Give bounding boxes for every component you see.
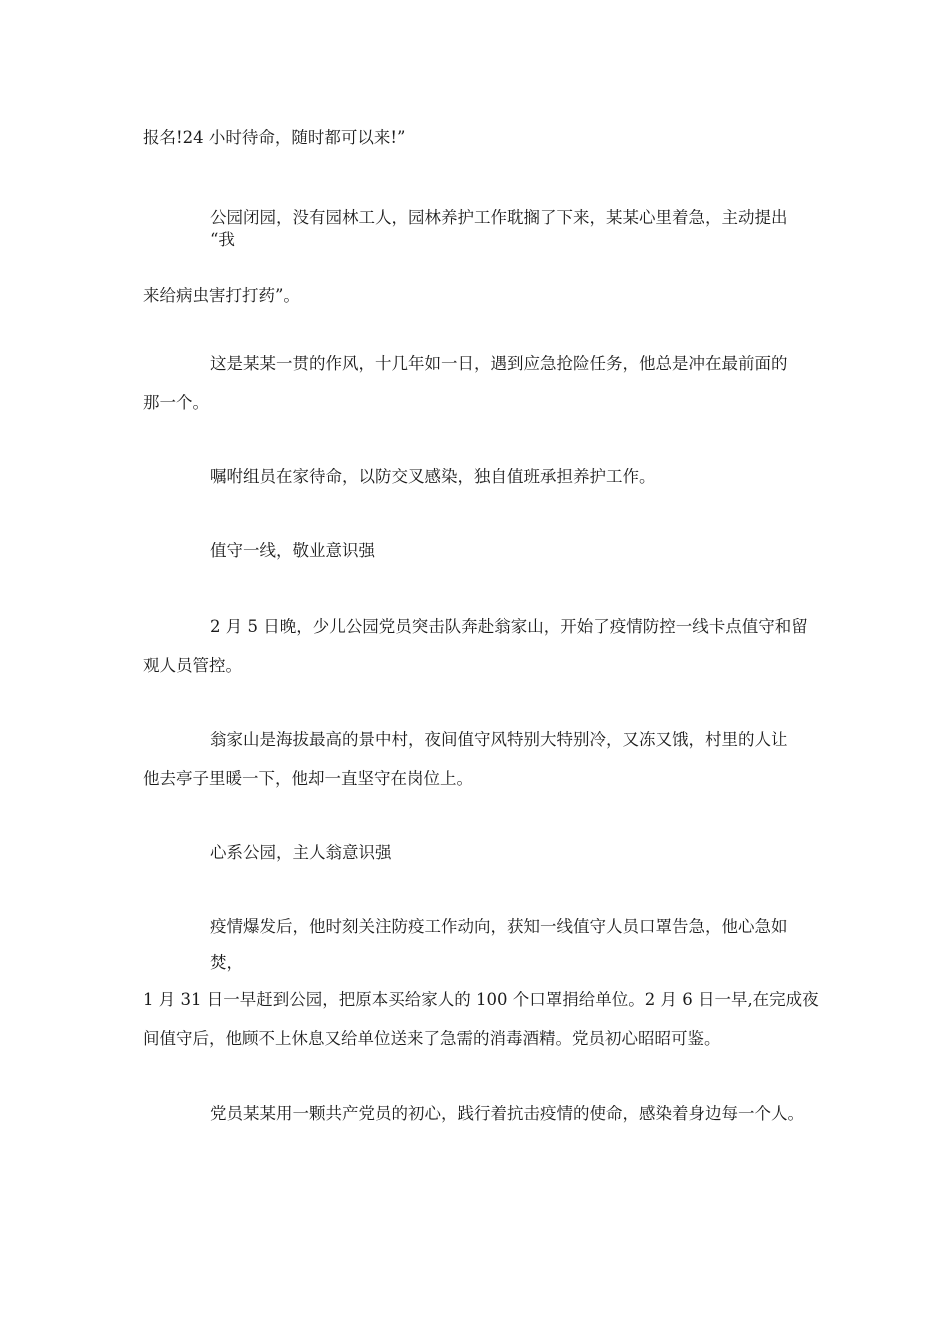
paragraph-line: 翁家山是海拔最高的景中村，夜间值守风特别大特别冷，又冻又饿，村里的人让 xyxy=(210,730,788,749)
paragraph-line: 焚， xyxy=(210,953,243,972)
paragraph-line: 嘱咐组员在家待命，以防交叉感染，独自值班承担养护工作。 xyxy=(210,467,656,486)
paragraph-line: 他去亭子里暖一下，他却一直坚守在岗位上。 xyxy=(143,769,473,788)
paragraph-line: 这是某某一贯的作风，十几年如一日，遇到应急抢险任务，他总是冲在最前面的 xyxy=(210,354,788,373)
paragraph-line: 2 月 5 日晚，少儿公园党员突击队奔赴翁家山，开始了疫情防控一线卡点值守和留 xyxy=(210,617,808,636)
section-heading: 心系公园，主人翁意识强 xyxy=(210,843,392,862)
paragraph-line: 间值守后，他顾不上休息又给单位送来了急需的消毒酒精。党员初心昭昭可鉴。 xyxy=(143,1029,721,1048)
paragraph-line: 观人员管控。 xyxy=(143,656,242,675)
paragraph-line: 报名!24 小时待命，随时都可以来!” xyxy=(143,128,406,147)
paragraph-line: 那一个。 xyxy=(143,393,209,412)
section-heading: 值守一线，敬业意识强 xyxy=(210,541,375,560)
paragraph-line: 来给病虫害打打药”。 xyxy=(143,286,300,305)
paragraph-line: “我 xyxy=(210,230,235,249)
paragraph-line: 党员某某用一颗共产党员的初心，践行着抗击疫情的使命，感染着身边每一个人。 xyxy=(210,1104,804,1123)
paragraph-line: 疫情爆发后，他时刻关注防疫工作动向，获知一线值守人员口罩告急，他心急如 xyxy=(210,917,788,936)
paragraph-line: 1 月 31 日一早赶到公园，把原本买给家人的 100 个口罩捐给单位。2 月 6 日一早,在完成夜 xyxy=(143,990,819,1009)
paragraph-line: 公园闭园，没有园林工人，园林养护工作耽搁了下来，某某心里着急，主动提出 xyxy=(210,208,788,227)
